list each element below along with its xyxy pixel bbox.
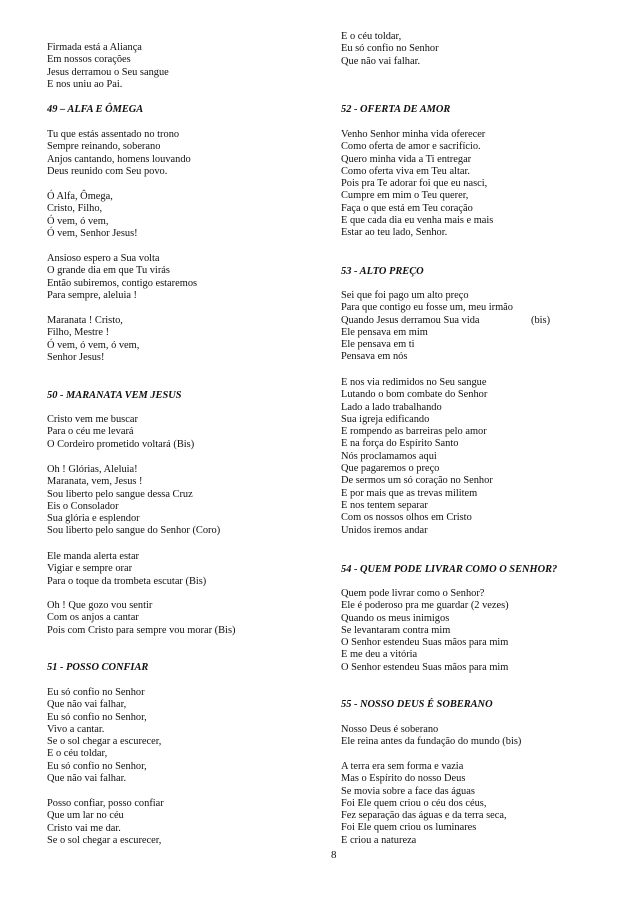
verse-block — [341, 377, 493, 537]
verse-line: E nos tentem separar — [341, 499, 428, 511]
verse-line: E nos via redimidos no Seu sangue — [341, 377, 487, 388]
verse-block — [341, 761, 507, 847]
verse-line: Eis o Consolador — [47, 500, 119, 512]
verse-block — [47, 191, 138, 240]
hymn-title: 52 - OFERTA DE AMOR — [341, 104, 451, 115]
verse-line: Unidos iremos andar — [341, 524, 428, 536]
verse-line: Fez separação das águas e da terra seca, — [341, 810, 507, 822]
verse-line: Vigiar e sempre orar — [47, 563, 133, 575]
verse-block — [47, 253, 197, 302]
page-number: 8 — [331, 849, 337, 861]
verse-line: Ele é poderoso pra me guardar (2 vezes) — [341, 600, 509, 612]
verse-line: Que não vai falhar, — [47, 699, 127, 711]
verse-line: E o céu toldar, — [47, 748, 108, 760]
verse-line: E nos uniu ao Pai. — [47, 78, 123, 90]
verse-line: Então subiremos, contigo estaremos — [47, 277, 198, 289]
verse-line: Quem pode livrar como o Senhor? — [341, 588, 485, 599]
verse-line: E na força do Espírito Santo — [341, 438, 459, 450]
hymn-title: 55 - NOSSO DEUS É SOBERANO — [341, 699, 493, 710]
verse-line: Se movia sobre a face das águas — [341, 785, 475, 797]
verse-line: Pensava em nós — [341, 351, 408, 363]
hymn-title: 49 – ALFA E ÔMEGA — [47, 104, 144, 115]
verse-line: Se levantaram contra mim — [341, 624, 451, 636]
verse-line: Lutando o bom combate do Senhor — [341, 389, 488, 401]
verse-line: Em nossos corações — [47, 54, 131, 66]
verse-block — [47, 42, 169, 91]
verse-line: Eu só confio no Senhor — [341, 43, 439, 55]
verse-line: Para que contigo eu fosse um, meu irmão — [341, 302, 513, 314]
verse-line: Mas o Espírito do nosso Deus — [341, 773, 466, 785]
verse-line: Pois com Cristo para sempre vou morar (Bis) — [47, 624, 236, 636]
verse-block — [47, 551, 206, 588]
verse-block — [341, 724, 521, 749]
verse-line: Vivo a cantar. — [47, 723, 105, 735]
verse-line: Que não vai falhar. — [47, 773, 127, 785]
verse-line: Oh ! Glórias, Aleluia! — [47, 464, 138, 475]
verse-line: Estar ao teu lado, Senhor. — [341, 227, 448, 239]
repeat-mark: (bis) — [531, 314, 551, 326]
verse-line: De sermos um só coração no Senhor — [341, 475, 493, 487]
verse-line: E o céu toldar, — [341, 31, 402, 42]
verse-line: Se o sol chegar a escurecer, — [47, 834, 162, 846]
verse-block — [47, 315, 139, 364]
hymn-title: 54 - QUEM PODE LIVRAR COMO O SENHOR? — [341, 564, 558, 575]
verse-block — [341, 129, 493, 240]
verse-line: Eu só confio no Senhor — [47, 687, 145, 698]
verse-line: Sua glória e esplendor — [47, 513, 140, 525]
verse-line: E criou a natureza — [341, 834, 417, 846]
verse-line: Como oferta de amor e sacrifício. — [341, 141, 481, 153]
verse-line: Oh ! Que gozo vou sentir — [47, 600, 153, 611]
verse-line: Ele pensava em mim — [341, 326, 428, 338]
verse-line: E que cada dia eu venha mais e mais — [341, 215, 494, 227]
verse-line: Ó vem, ó vem, ó vem, — [47, 339, 140, 351]
verse-line: Cristo vem me buscar — [47, 414, 138, 425]
verse-line: Sei que foi pago um alto preço — [341, 290, 469, 301]
verse-line: O Cordeiro prometido voltará (Bis) — [47, 438, 195, 450]
verse-line: Foi Ele quem criou os luminares — [341, 822, 477, 834]
verse-line: Para sempre, aleluia ! — [47, 289, 138, 301]
verse-line: Se o sol chegar a escurecer, — [47, 736, 162, 748]
hymn-title: 50 - MARANATA VEM JESUS — [47, 390, 182, 401]
verse-line: Foi Ele quem criou o céu dos céus, — [341, 797, 487, 809]
verse-line: Cristo vai me dar. — [47, 822, 121, 834]
verse-line: A terra era sem forma e vazia — [341, 761, 464, 772]
verse-line: Lado a lado trabalhando — [341, 401, 442, 413]
verse-line: Ele reina antes da fundação do mundo (bis) — [341, 736, 522, 748]
verse-line — [341, 314, 551, 327]
verse-line-text: Quando Jesus derramou Sua vida — [341, 314, 480, 326]
verse-line: O Senhor estendeu Suas mãos para mim — [341, 661, 509, 673]
verse-line: Maranata, vem, Jesus ! — [47, 476, 143, 488]
verse-line: Sou liberto pelo sangue do Senhor (Coro) — [47, 525, 221, 537]
verse-line: E por mais que as trevas militem — [341, 487, 478, 499]
verse-line: Como oferta viva em Teu altar. — [341, 165, 470, 177]
verse-line: Filho, Mestre ! — [47, 327, 110, 339]
verse-line: O Senhor estendeu Suas mãos para mim — [341, 637, 509, 649]
verse-line: O grande dia em que Tu virás — [47, 265, 170, 277]
verse-line: Deus reunido com Seu povo. — [47, 165, 168, 177]
verse-line: Cristo, Filho, — [47, 203, 103, 215]
verse-line: Com os nossos olhos em Cristo — [341, 512, 472, 524]
verse-line: Para o toque da trombeta escutar (Bis) — [47, 575, 207, 587]
verse-line: Pois pra Te adorar foi que eu nasci, — [341, 178, 488, 190]
verse-line: Sua igreja edificando — [341, 413, 430, 425]
verse-block — [47, 600, 235, 637]
verse-line: Anjos cantando, homens louvando — [47, 153, 191, 165]
verse-line: Sou liberto pelo sangue dessa Cruz — [47, 488, 193, 500]
verse-line: Nosso Deus é soberano — [341, 724, 439, 735]
hymn-title: 51 - POSSO CONFIAR — [47, 662, 149, 673]
verse-block — [341, 290, 551, 364]
verse-line: Tu que estás assentado no trono — [47, 129, 180, 140]
verse-line: Senhor Jesus! — [47, 351, 105, 363]
verse-line: Ó Alfa, Ômega, — [47, 191, 113, 202]
verse-line: Maranata ! Cristo, — [47, 315, 123, 326]
verse-line: Ele manda alerta estar — [47, 551, 140, 562]
verse-block — [341, 31, 439, 68]
verse-line: Quando os meus inimigos — [341, 612, 450, 624]
verse-line: Para o céu me levará — [47, 426, 134, 438]
hymn-title: 53 - ALTO PREÇO — [341, 266, 424, 277]
verse-line: Cumpre em mim o Teu querer, — [341, 190, 469, 202]
verse-block — [47, 464, 220, 538]
verse-line: Venho Senhor minha vida oferecer — [341, 129, 486, 140]
verse-block — [47, 129, 191, 178]
verse-line: Que não vai falhar. — [341, 55, 421, 67]
verse-line: Faça o que está em Teu coração — [341, 202, 473, 214]
verse-line: Ó vem, ó vem, — [47, 215, 109, 227]
verse-line: Sempre reinando, soberano — [47, 141, 161, 153]
verse-line: Que pagaremos o preço — [341, 463, 440, 475]
verse-line: Que um lar no céu — [47, 810, 124, 822]
verse-line: Nós proclamamos aqui — [341, 450, 437, 462]
verse-line: Ansioso espero a Sua volta — [47, 253, 160, 264]
verse-line: Quero minha vida a Ti entregar — [341, 153, 472, 165]
verse-line: Jesus derramou o Seu sangue — [47, 66, 169, 78]
verse-line: Ele pensava em ti — [341, 339, 415, 351]
verse-line: Eu só confio no Senhor, — [47, 711, 147, 723]
verse-line: E me deu a vitória — [341, 649, 418, 661]
verse-line: Ó vem, Senhor Jesus! — [47, 227, 138, 239]
verse-block — [47, 414, 194, 451]
verse-block — [47, 798, 164, 847]
verse-line: Com os anjos a cantar — [47, 612, 139, 624]
verse-line: E rompendo as barreiras pelo amor — [341, 426, 487, 438]
verse-block — [341, 588, 509, 674]
verse-block — [47, 687, 161, 785]
verse-line: Posso confiar, posso confiar — [47, 798, 164, 809]
verse-line: Firmada está a Aliança — [47, 42, 142, 53]
verse-line: Eu só confio no Senhor, — [47, 760, 147, 772]
